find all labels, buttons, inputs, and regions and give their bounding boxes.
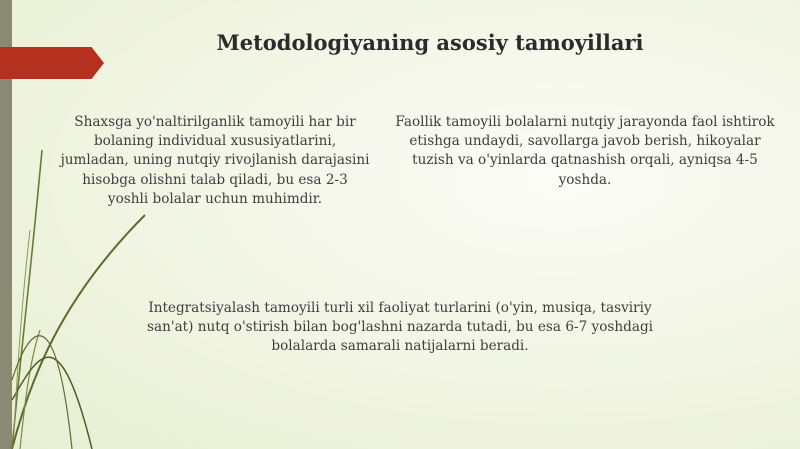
- accent-tab: [0, 47, 104, 79]
- paragraph-personal-orientation: Shaxsga yo'naltirilganlik tamoyili har bir bolaning individual xususiyatlarini, jumladan, uning nutqiy rivojlanish darajasini hisobga olishni talab qiladi, bu esa 2-3 yoshli bolalar uchun muhimdir.: [60, 114, 370, 207]
- paragraph-integration-principle: Integratsiyalash tamoyili turli xil faoliyat turlarini (o'yin, musiqa, tasviriy san'at) nutq o'stirish bilan bog'lashni nazarda tutadi, bu esa 6-7 yoshdagi bolalarda samarali natijalarni beradi.: [147, 300, 653, 355]
- slide-title: Metodologiyaning asosiy tamoyillari: [216, 30, 644, 55]
- paragraph-activity-principle: Faollik tamoyili bolalarni nutqiy jarayonda faol ishtirok etishga undaydi, savollarga javob berish, hikoyalar tuzish va o'yinlarda qatnashish orqali, ayniqsa 4-5 yoshda.: [395, 114, 775, 188]
